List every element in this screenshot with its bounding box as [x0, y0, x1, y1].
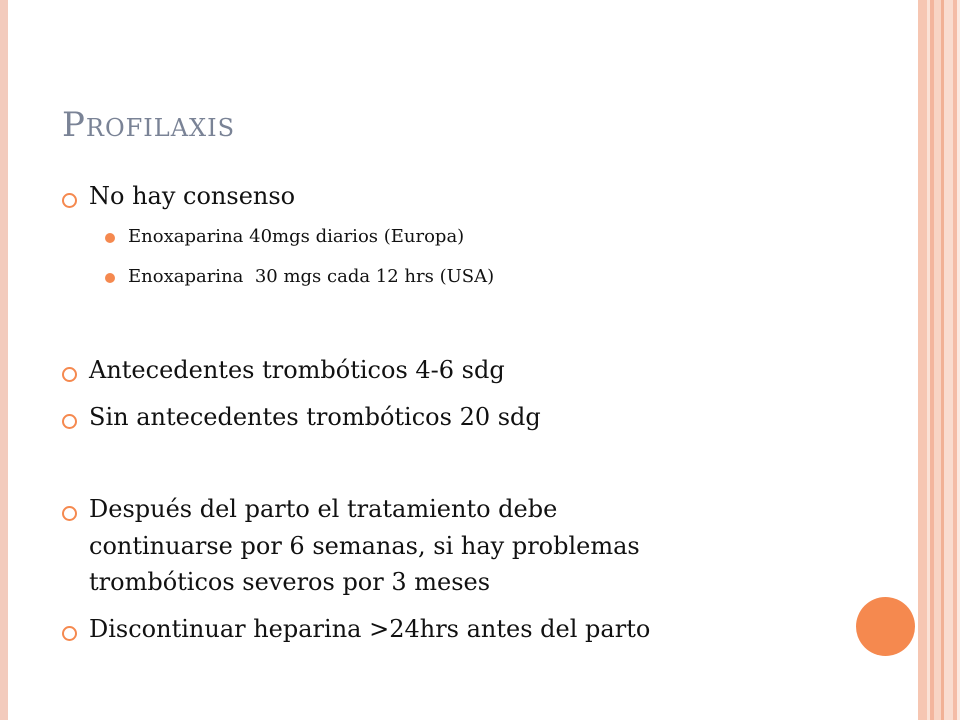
sub-bullet-text: Enoxaparina 30 mgs cada 12 hrs (USA) — [128, 266, 495, 287]
ring-bullet-icon — [62, 414, 77, 429]
ring-bullet-icon — [62, 193, 77, 208]
bullet-text: No hay consenso — [89, 182, 296, 210]
bullet-text-line: continuarse por 6 semanas, si hay problemas — [89, 532, 640, 560]
bullet-text-line: Después del parto el tratamiento debe — [89, 495, 558, 523]
right-stripe — [934, 0, 941, 720]
bullet-text-line: trombóticos severos por 3 meses — [89, 568, 491, 596]
ring-bullet-icon — [62, 626, 77, 641]
right-stripe — [918, 0, 927, 720]
slide-title: Profilaxis — [62, 105, 236, 145]
ring-bullet-icon — [62, 506, 77, 521]
decorative-circle — [856, 597, 915, 656]
ring-bullet-icon — [62, 367, 77, 382]
dot-bullet-icon — [105, 273, 115, 283]
dot-bullet-icon — [105, 233, 115, 243]
bullet-text: Discontinuar heparina >24hrs antes del parto — [89, 615, 651, 643]
bullet-text: Sin antecedentes trombóticos 20 sdg — [89, 403, 541, 431]
bullet-text: Antecedentes trombóticos 4-6 sdg — [89, 356, 505, 384]
left-frame-border — [0, 0, 8, 720]
sub-bullet-text: Enoxaparina 40mgs diarios (Europa) — [128, 226, 465, 247]
right-stripe — [944, 0, 953, 720]
